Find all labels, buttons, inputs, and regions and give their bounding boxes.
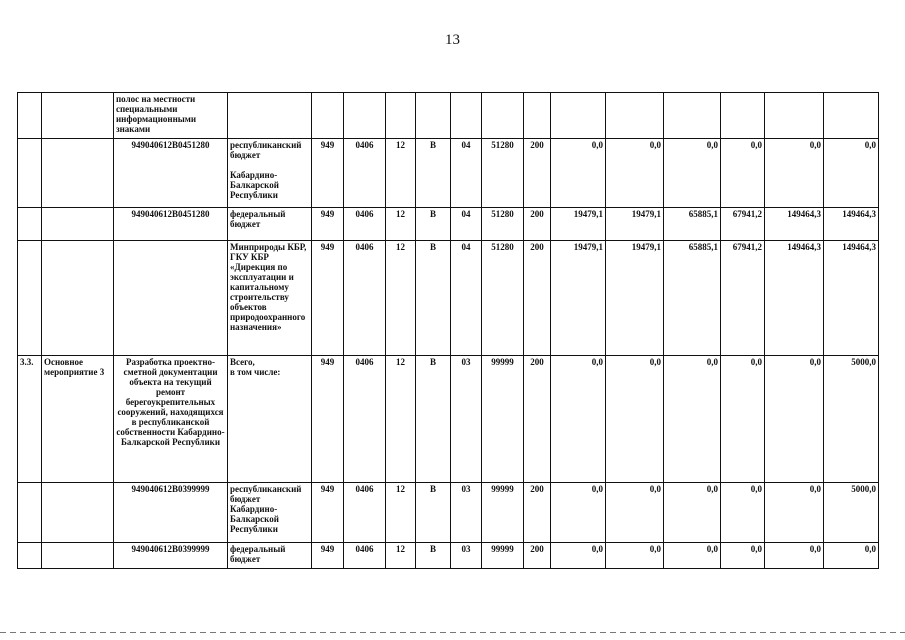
amount-2-cell: 19479,1: [606, 208, 664, 241]
target-article-1-cell: [416, 93, 451, 139]
amount-4-cell: 67941,2: [721, 241, 765, 356]
amount-4-cell: [721, 93, 765, 139]
expense-type-cell: [524, 93, 551, 139]
measure-type-cell: [42, 241, 114, 356]
section-cell: 0406: [344, 241, 386, 356]
measure-type-cell: Основное мероприятие 3: [42, 356, 114, 483]
amount-3-cell: 0,0: [664, 483, 721, 543]
target-article-2-cell: [451, 93, 482, 139]
amount-1-cell: 19479,1: [551, 208, 606, 241]
grbs-cell: 949: [312, 356, 344, 483]
table-row: [18, 356, 879, 483]
target-article-3-cell: [482, 93, 524, 139]
target-article-2-cell: 04: [451, 208, 482, 241]
section-cell: 0406: [344, 356, 386, 483]
page-number: 13: [445, 32, 460, 48]
amount-1-cell: 19479,1: [551, 241, 606, 356]
grbs-cell: 949: [312, 483, 344, 543]
amount-4-cell: 67941,2: [721, 208, 765, 241]
expense-type-cell: 200: [524, 208, 551, 241]
row-index-cell: [18, 543, 42, 569]
amount-1-cell: 0,0: [551, 139, 606, 208]
target-article-2-cell: 04: [451, 139, 482, 208]
target-article-2-cell: 03: [451, 356, 482, 483]
target-article-2-cell: 04: [451, 241, 482, 356]
amount-5-cell: 149464,3: [765, 241, 824, 356]
amount-3-cell: 0,0: [664, 356, 721, 483]
expense-type-cell: 200: [524, 241, 551, 356]
subsection-cell: 12: [386, 483, 416, 543]
amount-1-cell: 0,0: [551, 356, 606, 483]
amount-4-cell: 0,0: [721, 356, 765, 483]
amount-4-cell: 0,0: [721, 543, 765, 569]
amount-4-cell: 0,0: [721, 139, 765, 208]
target-article-1-cell: В: [416, 208, 451, 241]
target-article-3-cell: 51280: [482, 208, 524, 241]
expense-type-cell: 200: [524, 543, 551, 569]
subsection-cell: 12: [386, 139, 416, 208]
subsection-cell: [386, 93, 416, 139]
budget-table: [17, 92, 879, 569]
measure-name-cell: Разработка проектно-сметной документации объекта на текущий ремонт берегоукрепительных сооружений, находящихся в республиканской собственности Кабардино-Балкарской Республики: [114, 356, 228, 483]
grbs-cell: 949: [312, 139, 344, 208]
target-article-1-cell: В: [416, 483, 451, 543]
target-article-3-cell: 99999: [482, 543, 524, 569]
target-article-2-cell: 03: [451, 483, 482, 543]
target-article-1-cell: В: [416, 543, 451, 569]
measure-name-cell: 949040612В0451280: [114, 208, 228, 241]
amount-2-cell: [606, 93, 664, 139]
amount-2-cell: 0,0: [606, 543, 664, 569]
funding-source-cell: Минприроды КБР, ГКУ КБР «Дирекция по эксплуатации и капитальному строительству объектов природоохранного назначения»: [228, 241, 312, 356]
target-article-3-cell: 51280: [482, 241, 524, 356]
row-index-cell: [18, 241, 42, 356]
amount-6-cell: 5000,0: [824, 483, 879, 543]
amount-6-cell: 149464,3: [824, 241, 879, 356]
section-cell: 0406: [344, 543, 386, 569]
amount-3-cell: 0,0: [664, 543, 721, 569]
grbs-cell: 949: [312, 208, 344, 241]
amount-2-cell: 19479,1: [606, 241, 664, 356]
table-row: [18, 483, 879, 543]
expense-type-cell: 200: [524, 356, 551, 483]
amount-5-cell: 0,0: [765, 483, 824, 543]
amount-5-cell: 0,0: [765, 543, 824, 569]
amount-2-cell: 0,0: [606, 356, 664, 483]
target-article-2-cell: 03: [451, 543, 482, 569]
amount-4-cell: 0,0: [721, 483, 765, 543]
funding-source-cell: республиканский бюджет Кабардино-Балкарской Республики: [228, 483, 312, 543]
section-cell: 0406: [344, 208, 386, 241]
amount-5-cell: 0,0: [765, 139, 824, 208]
measure-name-cell: 949040612В0451280: [114, 139, 228, 208]
amount-6-cell: 149464,3: [824, 208, 879, 241]
funding-source-cell: федеральный бюджет: [228, 208, 312, 241]
scan-artifact-line: [0, 632, 905, 633]
measure-type-cell: [42, 208, 114, 241]
row-index-cell: [18, 208, 42, 241]
target-article-3-cell: 51280: [482, 139, 524, 208]
grbs-cell: [312, 93, 344, 139]
amount-1-cell: 0,0: [551, 483, 606, 543]
section-cell: 0406: [344, 139, 386, 208]
section-cell: [344, 93, 386, 139]
amount-6-cell: 0,0: [824, 543, 879, 569]
amount-3-cell: 0,0: [664, 139, 721, 208]
expense-type-cell: 200: [524, 139, 551, 208]
measure-name-cell: [114, 241, 228, 356]
target-article-1-cell: В: [416, 356, 451, 483]
funding-source-cell: республиканский бюджет Кабардино-Балкарской Республики: [228, 139, 312, 208]
target-article-1-cell: В: [416, 241, 451, 356]
section-cell: 0406: [344, 483, 386, 543]
row-index-cell: [18, 93, 42, 139]
amount-6-cell: 0,0: [824, 139, 879, 208]
target-article-3-cell: 99999: [482, 356, 524, 483]
amount-3-cell: 65885,1: [664, 208, 721, 241]
grbs-cell: 949: [312, 241, 344, 356]
amount-2-cell: 0,0: [606, 483, 664, 543]
table-row: [18, 139, 879, 208]
measure-name-cell: 949040612В0399999: [114, 483, 228, 543]
amount-5-cell: 0,0: [765, 356, 824, 483]
subsection-cell: 12: [386, 241, 416, 356]
amount-1-cell: 0,0: [551, 543, 606, 569]
amount-6-cell: 5000,0: [824, 356, 879, 483]
table-row: [18, 241, 879, 356]
expense-type-cell: 200: [524, 483, 551, 543]
measure-type-cell: [42, 483, 114, 543]
amount-3-cell: 65885,1: [664, 241, 721, 356]
measure-name-cell: 949040612В0399999: [114, 543, 228, 569]
measure-name-cell: полос на местности специальными информационными знаками: [114, 93, 228, 139]
target-article-1-cell: В: [416, 139, 451, 208]
row-index-cell: [18, 483, 42, 543]
funding-source-cell: Всего, в том числе:: [228, 356, 312, 483]
row-index-cell: [18, 139, 42, 208]
amount-5-cell: [765, 93, 824, 139]
measure-type-cell: [42, 139, 114, 208]
amount-1-cell: [551, 93, 606, 139]
subsection-cell: 12: [386, 356, 416, 483]
row-index-cell: 3.3.: [18, 356, 42, 483]
target-article-3-cell: 99999: [482, 483, 524, 543]
table-row: [18, 208, 879, 241]
funding-source-cell: федеральный бюджет: [228, 543, 312, 569]
subsection-cell: 12: [386, 208, 416, 241]
measure-type-cell: [42, 93, 114, 139]
table-row: [18, 543, 879, 569]
table-row: [18, 93, 879, 139]
amount-3-cell: [664, 93, 721, 139]
amount-2-cell: 0,0: [606, 139, 664, 208]
measure-type-cell: [42, 543, 114, 569]
amount-5-cell: 149464,3: [765, 208, 824, 241]
funding-source-cell: [228, 93, 312, 139]
amount-6-cell: [824, 93, 879, 139]
subsection-cell: 12: [386, 543, 416, 569]
grbs-cell: 949: [312, 543, 344, 569]
